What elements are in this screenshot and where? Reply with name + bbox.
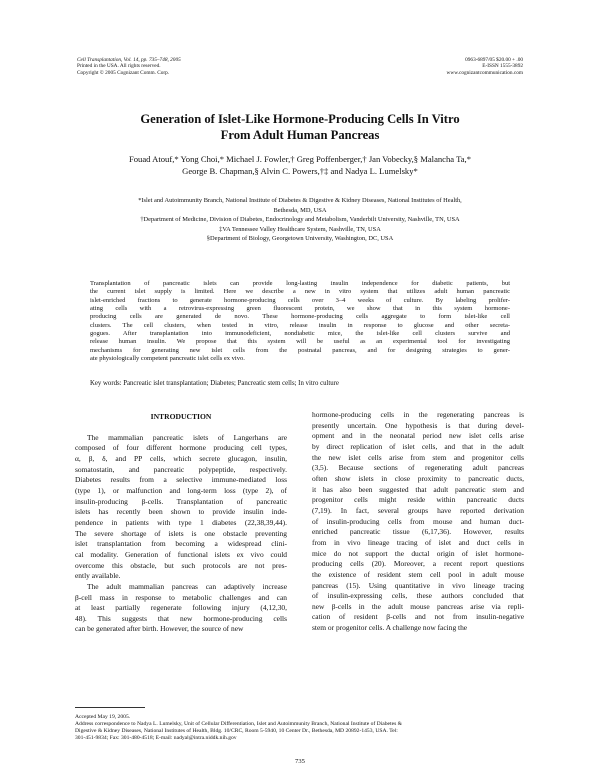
body-text-line: of insulin-expressing cells, these authors concluded that [312, 591, 524, 601]
body-column-left [75, 410, 287, 635]
body-text-line: it has also been suggested that adult pancreatic stem and [312, 484, 524, 494]
body-text-line: The adult mammalian pancreas can adaptively increase [87, 581, 287, 591]
keywords: Key words: Pancreatic islet transplantation; Diabetes; Pancreatic stem cells; In vitro culture [90, 380, 339, 387]
body-text-line: producing cells (20). Moreover, a recent report questions [312, 559, 524, 569]
body-text-line: progenitor cells might reside within pancreatic ducts [312, 495, 524, 505]
body-text-line: (type 1), or malfunction and long-term loss (type 2), of [75, 485, 287, 495]
body-text-line: (7,19). In fact, several groups have reported derivation [312, 505, 524, 515]
body-text-line: the existence of resident stem cell pool in adult mouse [312, 569, 524, 579]
body-text-line: pendence in patients with type 1 diabetes (22,38,39,44). [75, 517, 287, 527]
abstract [90, 280, 510, 363]
abstract-line: ate physiologically competent pancreatic islet cells ex vivo. [90, 355, 245, 363]
affiliations [80, 196, 520, 244]
title-line-2: From Adult Human Pancreas [220, 128, 380, 142]
abstract-line: release human insulin. We propose that this system will be useful as an experimental tool for investigating [90, 338, 510, 346]
body-text-line: opment and in the neonatal period new islet cells arise [312, 431, 524, 441]
paper-title [0, 111, 600, 143]
body-text-line: α, β, δ, and PP cells, which secrete glucagon, insulin, [75, 453, 287, 463]
body-text-line: hormone-producing cells in the regenerating pancreas is [312, 410, 524, 419]
affiliation-line-5: §Department of Biology, Georgetown University, Washington, DC, USA [206, 235, 394, 243]
body-text-line: β-cell mass in response to metabolic challenges and can [75, 592, 287, 602]
body-text-line: cal modality. Generation of functional islets ex vivo could [75, 549, 287, 559]
body-text-line: Diabetes results from a selective immune-mediated loss [75, 475, 287, 485]
abstract-line: islet-enriched fractions to generate hormone-producing cells over 3–4 weeks of culture. By labeling prolifer- [90, 296, 510, 304]
body-text-line: 48). This suggests that new hormone-producing cells [75, 613, 287, 623]
body-text-line: islets has recently been shown to provide insulin inde- [75, 507, 287, 517]
body-text-line: islet transplantation from becoming a widespread clini- [75, 539, 287, 549]
affiliation-line-2: Bethesda, MD, USA [273, 206, 327, 214]
abstract-line: the current islet supply is limited. Here we describe a new in vitro system that utilizes adult human pancreatic [90, 288, 510, 296]
abstract-line: Transplantation of pancreatic islets can provide long-lasting insulin independence for diabetic patients, but [90, 280, 510, 287]
body-text-line: pancreas (15). Using quantitative in vivo lineage tracing [312, 580, 524, 590]
body-text-line: ently available. [75, 571, 121, 581]
footnote-divider [75, 707, 145, 708]
abstract-line: gogues. After transplantation into immunodeficient, nondiabetic mice, the islet-like cell clusters survive and [90, 330, 510, 338]
body-text-line: new β-cells in the adult mouse pancreas arise via repli- [312, 601, 524, 611]
body-text-line: insulin-producing β-cells. Transplantation of pancreatic [75, 496, 287, 506]
body-text-line: The severe shortage of islets is one obstacle preventing [75, 528, 287, 538]
author-line-2: George B. Chapman,§ Alvin C. Powers,†‡ and Nadya L. Lumelsky* [182, 166, 418, 176]
affiliation-line-4: ‡VA Tennessee Valley Healthcare System, Nashville, TN, USA [219, 225, 381, 233]
footnotes [75, 714, 525, 742]
copyright-note: Copyright © 2005 Cognizant Comm. Corp. [77, 69, 170, 76]
body-text-line: stem or progenitor cells. A challenge now facing the [312, 623, 468, 633]
body-text-line: of insulin-producing cells from mouse and human duct- [312, 516, 524, 526]
section-heading-introduction: INTRODUCTION [150, 412, 212, 421]
abstract-line: clusters. The cell clusters, when tested in vitro, release insulin in response to glucose and other secreta- [90, 321, 510, 329]
author-line-1: Fouad Atouf,* Yong Choi,* Michael J. Fowler,† Greg Poffenberger,† Jan Vobecky,§ Malancha Ta,* [128, 154, 472, 164]
body-text-line: mice do not support the ductal origin of islet hormone- [312, 548, 524, 558]
abstract-line: ating cells with a retrovirus-expressing green fluorescent protein, we show that in this system hormone- [90, 305, 510, 313]
issn-price: 0963-6897/05 $20.00 + .00 [465, 57, 523, 63]
journal-citation: Cell Transplantation, Vol. 14, pp. 735–748, 2005 [77, 57, 181, 63]
affiliation-line-3: †Department of Medicine, Division of Diabetes, Endocrinology and Metabolism, Vanderbilt University, Nashville, TN, USA [140, 216, 460, 224]
body-text-line: often show islets in close proximity to pancreatic ducts, [312, 473, 524, 483]
abstract-line: mechanisms for generating new islet cells from the postnatal pancreas, and for designing strategies to gener- [90, 346, 510, 354]
body-text-line: (3,5). Because sections of regenerating adult pancreas [312, 463, 524, 473]
footnote-correspondence: Address correspondence to Nadya L. Lumelsky, Unit of Cellular Differentiation, Islet and Autoimmunity Branch, National Institute of Diabetes & [75, 720, 402, 727]
footnote-correspondence: Digestive & Kidney Diseases, National Institutes of Health, Bldg. 10/CRC, Room 5-5940, 10 Center Dr., Bethesda, MD 20892-1453, USA. Tel: [75, 727, 398, 734]
footnote-accepted: Accepted May 19, 2005. [75, 714, 131, 720]
body-text-line: overcome this obstacle, but such protocols are not pres- [75, 560, 287, 570]
body-column-right [312, 410, 524, 634]
body-text-line: The mammalian pancreatic islets of Langerhans are [87, 432, 287, 442]
body-text-line: the new islet cells arise from stem and progenitor cells [312, 452, 524, 462]
rights-note: Printed in the USA. All rights reserved. [77, 63, 161, 70]
body-text-line: somatostatin, and pancreatic polypeptide, respectively. [75, 464, 287, 474]
affiliation-line-1: *Islet and Autoimmunity Branch, National Institute of Diabetes & Digestive & Kidney Diseases, National Institutes of Health, [138, 197, 462, 204]
body-text-line: from in vivo lineage tracing of islet and duct cells in [312, 537, 524, 547]
e-issn: E-ISSN 1555-3892 [482, 63, 523, 70]
footnote-correspondence: 301-451-9834; Fax: 301-480-4518; E-mail: nadyal@intra.niddk.nih.gov [75, 734, 237, 741]
author-list [0, 153, 600, 177]
journal-header-right [447, 57, 523, 76]
body-text-line: composed of four different hormone producing cell types, [75, 443, 287, 453]
journal-header-left [77, 57, 181, 76]
page-number: 735 [295, 758, 305, 765]
title-line-1: Generation of Islet-Like Hormone-Producing Cells In Vitro [140, 112, 460, 126]
body-text-line: by direct replication of islet cells, and that in the adult [312, 441, 524, 451]
body-text-line: at least partially regenerate following injury (4,12,30, [75, 603, 287, 613]
body-text-line: enriched pancreatic tissue (6,17,36). However, results [312, 527, 524, 537]
abstract-line: producing cells are generated de novo. These hormone-producing cells aggregate to form islet-like cell [90, 313, 510, 321]
body-text-line: cation of resident β-cells and not from insulin-negative [312, 612, 524, 622]
body-text-line: presently uncertain. One hypothesis is that during devel- [312, 420, 524, 430]
body-text-line: can be generated after birth. However, the source of new [75, 624, 244, 634]
publisher-website: www.cognizantcommunication.com [446, 69, 523, 76]
